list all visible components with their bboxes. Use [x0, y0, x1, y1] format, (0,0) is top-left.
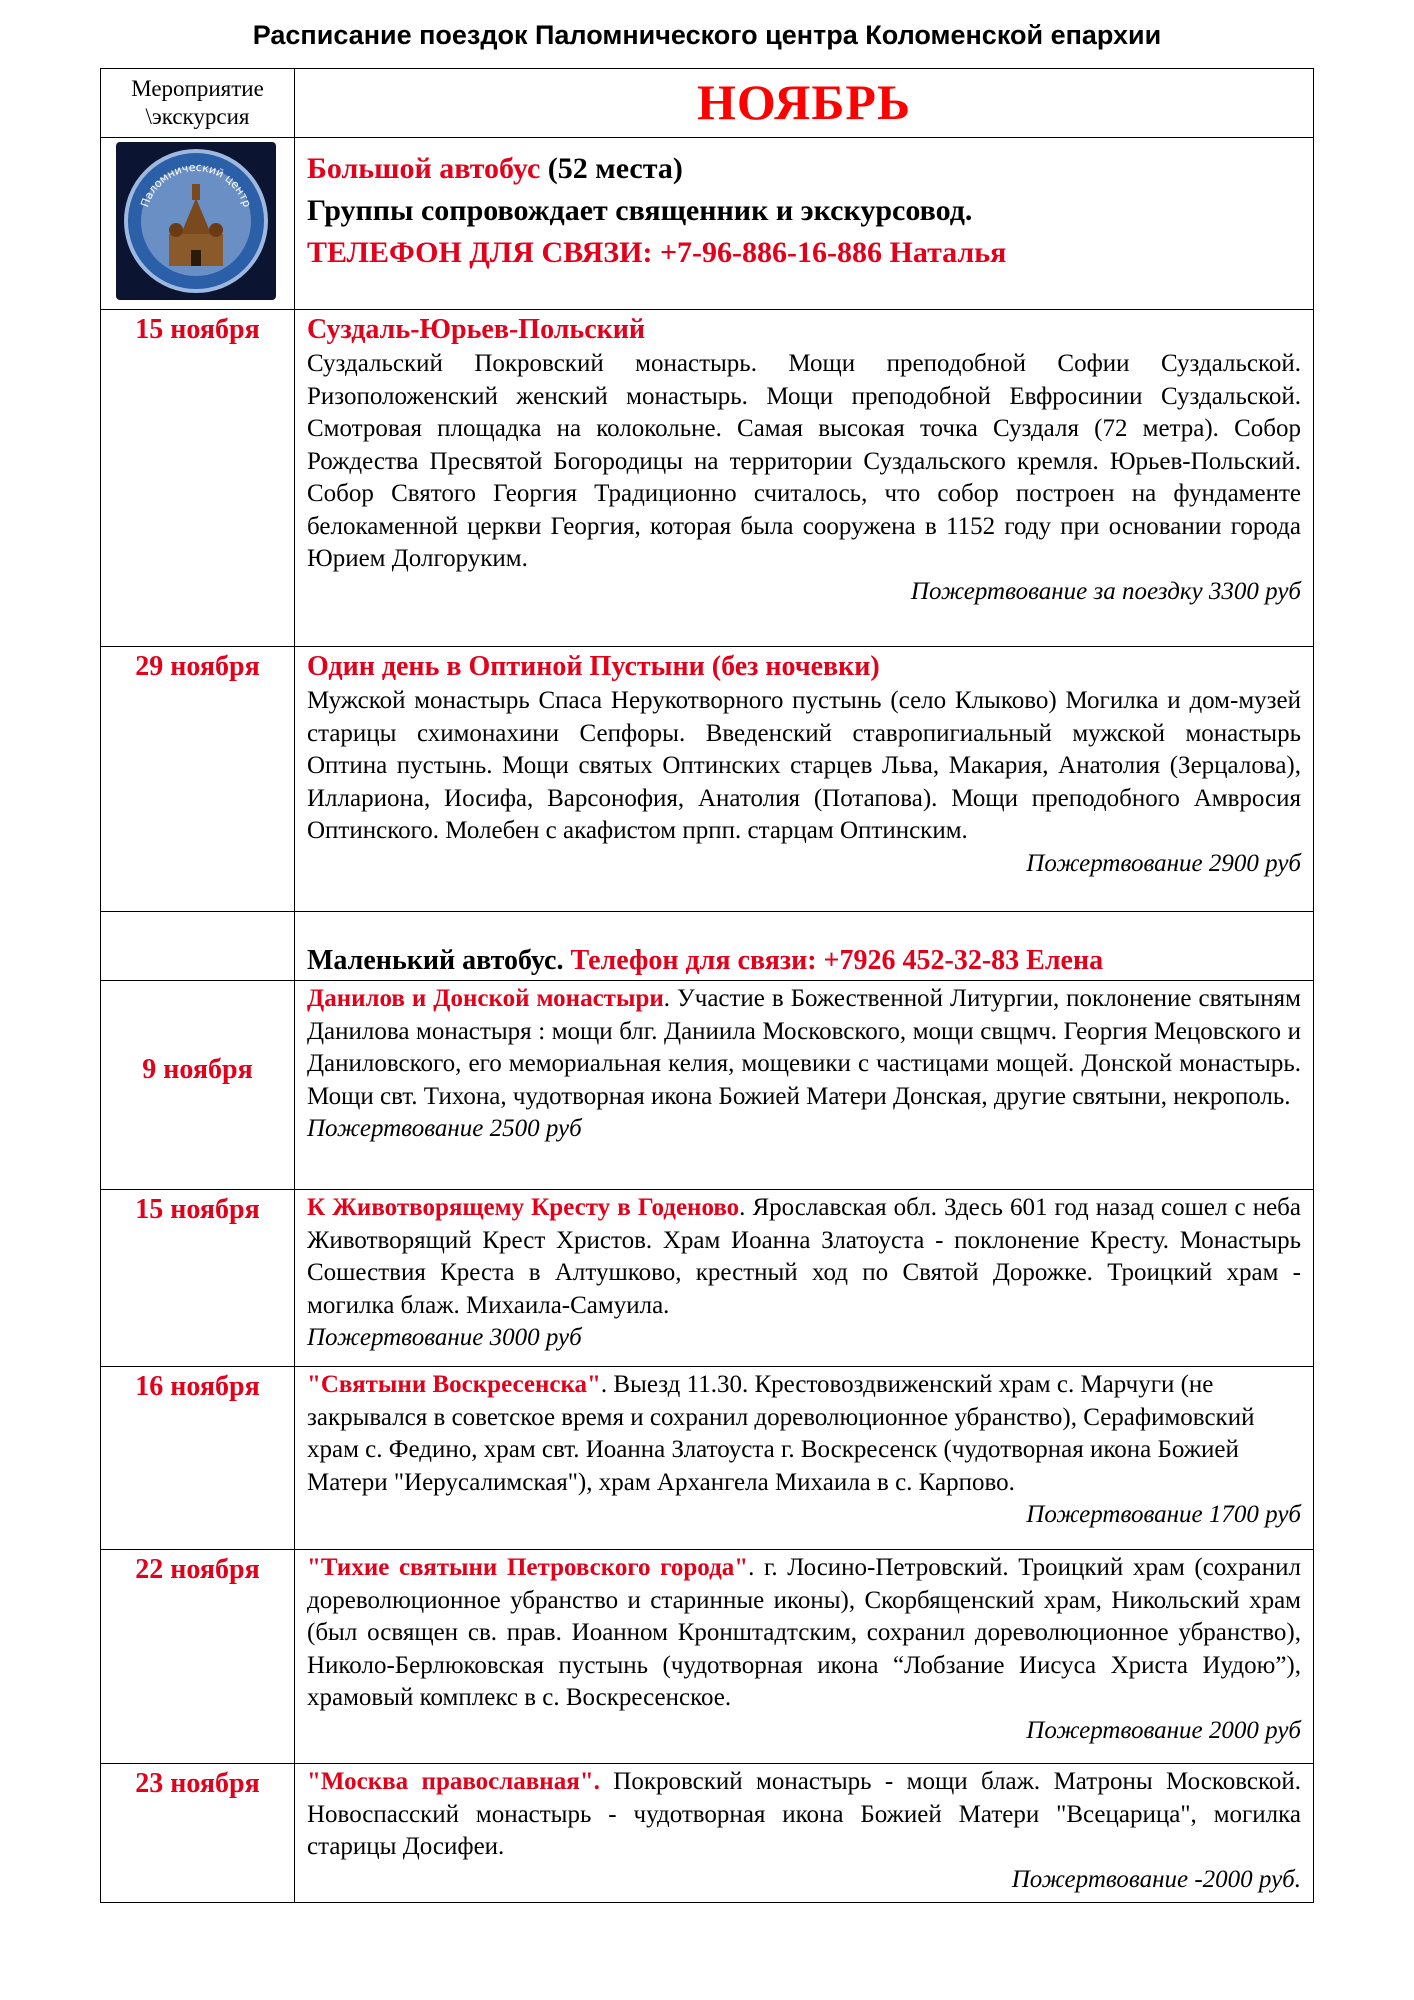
trip-donation: Пожертвование -2000 руб.	[1011, 1865, 1301, 1893]
trip-row	[101, 1550, 1314, 1764]
trip-title: Данилов и Донской монастыри	[307, 985, 664, 1012]
svg-text:Паломнический центр: Паломнический центр	[138, 160, 254, 209]
logo-cell	[101, 138, 295, 310]
trip-description: . Выезд 11.30. Крестовоздвиженский храм с. Марчуги (не закрывался в советское время и сохранил дореволюционное убранство), Серафимовский храм с. Федино, храм свт. Иоанна Златоуста г. Воскресенск (чудотворная икона Божией Матери "Иерусалимская"), храм Архангела Михаила в с. Карпово.	[307, 1371, 1255, 1496]
trip-description: . г. Лосино-Петровский. Троицкий храм (сохранил дореволюционное убранство и старинные иконы), Скорбященский храм, Никольский храм (был освящен св. прав. Иоанном Кронштадтским, сохранил дореволюционное убранство), Николо-Берлюковская пустынь (чудотворная икона “Лобзание Иисуса Христа Иудою”), храмовый комплекс в с. Воскресенское.	[307, 1554, 1301, 1711]
page-title: Расписание поездок Паломнического центра Коломенской епархии	[252, 20, 1162, 50]
trip-donation: Пожертвование 1700 руб	[1026, 1501, 1301, 1528]
trip-title: "Святыни Воскресенска"	[307, 1371, 601, 1398]
trip-title: "Тихие святыни Петровского города"	[307, 1554, 749, 1581]
trip-date: 22 ноября	[101, 1550, 295, 1764]
big-bus-row	[101, 138, 1314, 310]
big-bus-escort: Группы сопровождает священник и экскурсовод.	[307, 194, 973, 227]
header-row	[101, 69, 1314, 138]
big-bus-phone: ТЕЛЕФОН ДЛЯ СВЯЗИ: +7-96-886-16-886 Наталья	[307, 236, 1007, 269]
pilgrim-center-logo	[116, 142, 276, 300]
month-title: НОЯБРЬ	[295, 69, 1314, 138]
trip-title: "Москва православная".	[307, 1768, 600, 1795]
empty-cell	[101, 912, 295, 981]
trip-donation: Пожертвование 2500 руб	[307, 1115, 582, 1142]
trip-date: 15 ноября	[101, 310, 295, 647]
trip-details	[295, 647, 1314, 912]
trip-row	[101, 310, 1314, 647]
trip-date: 29 ноября	[101, 647, 295, 912]
schedule-table	[100, 68, 1314, 1903]
trip-details	[295, 1190, 1314, 1367]
small-bus-row	[101, 912, 1314, 981]
trip-title: Один день в Оптиной Пустыни (без ночевки)	[307, 651, 880, 682]
trip-row	[101, 647, 1314, 912]
trip-donation: Пожертвование 2900 руб	[1026, 849, 1301, 877]
small-bus-label: Маленький автобус.	[307, 945, 564, 976]
trip-description: Мужской монастырь Спаса Нерукотворного пустынь (село Клыково) Могилка и дом-музей старицы схимонахини Сепфоры. Введенский ставропигиальный мужской монастырь Оптина пустынь. Мощи святых Оптинских старцев Льва, Макария, Анатолия (Зерцалова), Иллариона, Иосифа, Варсонофия, Анатолия (Потапова). Мощи преподобного Амвросия Оптинского. Молебен с акафистом прпп. старцам Оптинским.	[307, 687, 1301, 844]
trip-row	[101, 1190, 1314, 1367]
column-header-event: Мероприятие \экскурсия	[101, 69, 295, 138]
trip-title: К Животворящему Кресту в Годеново	[307, 1194, 740, 1221]
trip-date: 16 ноября	[101, 1367, 295, 1550]
small-bus-phone: Телефон для связи: +7926 452-32-83 Елена	[570, 945, 1104, 976]
trip-details	[295, 1550, 1314, 1764]
trip-details	[295, 981, 1314, 1190]
trip-donation: Пожертвование за поездку 3300 руб	[910, 577, 1301, 605]
big-bus-seats: (52 места)	[547, 152, 683, 185]
trip-row	[101, 1764, 1314, 1903]
trip-description: . Ярославская обл. Здесь 601 год назад сошел с неба Животворящий Крест Христов. Храм Иоанна Златоуста - поклонение Кресту. Монастырь Сошествия Креста в Алтушково, крестный ход по Святой Дорожке. Троицкий храм - могилка блаж. Михаила-Самуила.	[307, 1194, 1301, 1319]
trip-date: 15 ноября	[101, 1190, 295, 1367]
trip-description: Суздальский Покровский монастырь. Мощи преподобной Софии Суздальской. Ризоположенский женский монастырь. Мощи преподобной Евфросинии Суздальской. Смотровая площадка на колокольне. Самая высокая точка Суздаля (72 метра). Собор Рождества Пресвятой Богородицы на территории Суздальского кремля. Юрьев-Польский. Собор Святого Георгия Традиционно считалось, что собор построен на фундаменте белокаменной церкви Георгия, которая была сооружена в 1152 году при основании города Юрием Долгоруким.	[307, 350, 1301, 572]
trip-donation: Пожертвование 2000 руб	[1026, 1716, 1301, 1744]
big-bus-label: Большой автобус	[307, 152, 541, 185]
trip-row	[101, 981, 1314, 1190]
trip-description: Покровский монастырь - мощи блаж. Матроны Московской. Новоспасский монастырь - чудотворная икона Божией Матери "Всецарица", могилка старицы Досифеи.	[307, 1768, 1302, 1860]
trip-date: 9 ноября	[101, 981, 295, 1190]
trip-title: Суздаль-Юрьев-Польский	[307, 314, 646, 345]
small-bus-info	[295, 912, 1314, 981]
trip-details	[295, 1367, 1314, 1550]
trip-date: 23 ноября	[101, 1764, 295, 1903]
big-bus-info	[295, 138, 1314, 310]
trip-donation: Пожертвование 3000 руб	[307, 1324, 582, 1351]
trip-details	[295, 1764, 1314, 1903]
trip-description: . Участие в Божественной Литургии, поклонение святыням Данилова монастыря : мощи блг. Даниила Московского, мощи свщмч. Георгия Мецовского и Даниловского, его мемориальная келия, мощевики с частицами мощей. Донской монастырь. Мощи свт. Тихона, чудотворная икона Божией Матери Донская, другие святыни, некрополь.	[307, 985, 1301, 1110]
trip-details	[295, 310, 1314, 647]
church-icon	[121, 146, 271, 296]
trip-row	[101, 1367, 1314, 1550]
